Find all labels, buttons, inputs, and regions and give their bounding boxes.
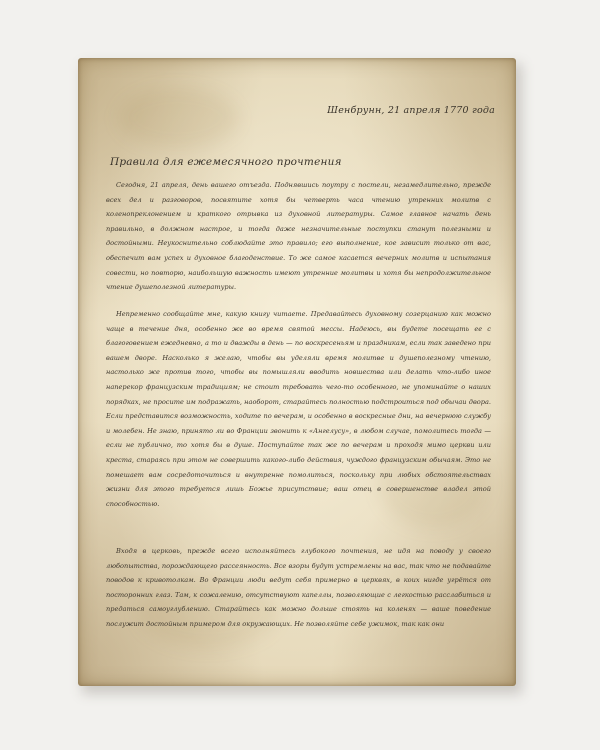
- letter-page: [78, 58, 516, 686]
- document-title: Правила для ежемесячного прочтения: [110, 156, 342, 168]
- paragraph-3: Входя в церковь, прежде всего исполняйтесь глубокого почтения, не идя на поводу у своего любопытства, порождающего рассеянность. Все взоры будут устремлены на вас, так что не подавайте поводов к кривотолкам. Во Франции люди ведут себя примерно в церквях, в коих нигде угрётся от посторонних глаз. Там, к сожалению, отсутствуют капеллы, позволяющие с легкостью расслабиться и предаться самоуглублению. Старайтесь как можно дольше стоять на коленях — ваше поведение послужит достойным примером для окружающих. Не позволяйте себе ужимок, так как они: [106, 547, 491, 628]
- paragraph-2: Непременно сообщайте мне, какую книгу читаете. Предавайтесь духовному созерцанию как можно чаще в течение дня, особенно же во время святой мессы. Надеюсь, вы будете посещать ее с благоговением ежедневно, а то и дважды в день — по воскресеньям и праздникам, если так заведено при вашем дворе. Насколько я желаю, чтобы вы уделяли время молитве и душеполезному чтению, настолько же против того, чтобы вы помышляли вводить новшества или делать что-либо иное наперекор французским традициям; не стоит требовать чего-то особенного, не упоминайте о наших порядках, не просите им подражать, наоборот, старайтесь полностью подстроиться под обычаи двора. Если представится возможность, ходите по вечерам, и особенно в воскресные дни, на вечернюю службу и молебен. Не знаю, принято ли во Франции звонить к «Ангелусу», в любом случае, помолитесь тогда — если не публично, то хотя бы в душе. Поступайте так же по вечерам и проходя мимо церкви или креста, стараясь при этом не совершить какого-либо действия, чуждого французским обычаям. Это не помешает вам сосредоточиться и внутренне помолиться, поскольку при любых обстоятельствах жизни для этого требуется лишь Божье присутствие; ваш отец в совершенстве владел этой способностью.: [106, 310, 491, 508]
- date-line: Шенбрунн, 21 апреля 1770 года: [327, 105, 495, 116]
- paragraph-1: Сегодня, 21 апреля, день вашего отъезда. Поднявшись поутру с постели, незамедлительно, прежде всех дел и разговоров, посвятите хотя бы четверть часа чтению утренних молитв с коленопреклонением и краткого отрывка из духовной литературы. Самое главное начать день правильно, в должном настрое, и тогда даже незначительные поступки станут полезными и достойными. Неукоснительно соблюдайте это правило; его выполнение, кое зависит только от вас, обеспечит вам успех и духовное благоденствие. То же самое касается вечерних молитв и испытания совести, но повторю, наибольшую важность имеют утренние молитвы и хотя бы непродолжительное чтение душеполезной литературы.: [106, 181, 491, 292]
- paper-stain: [118, 88, 238, 148]
